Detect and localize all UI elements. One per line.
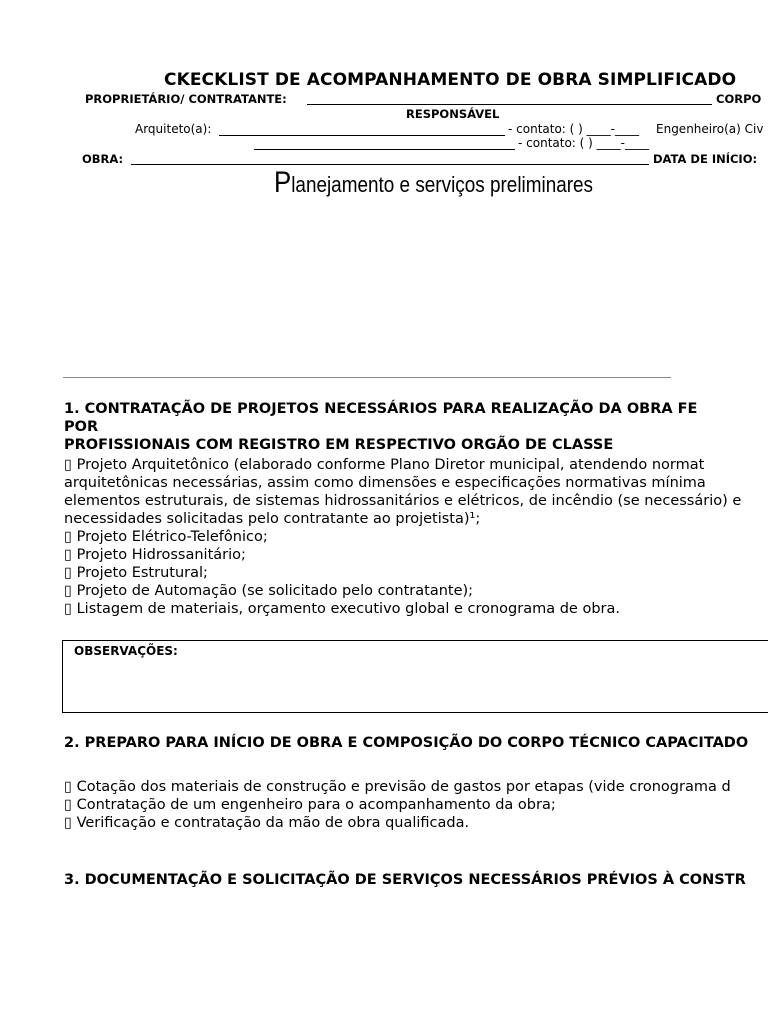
- checkbox-icon[interactable]: ▯: [64, 457, 72, 473]
- obra-label: OBRA:: [82, 152, 124, 166]
- list-item-text: Projeto de Automação (se solicitado pelo contratante);: [76, 583, 474, 599]
- list-item[interactable]: [64, 778, 731, 796]
- architect-field-line[interactable]: [219, 135, 505, 136]
- checkbox-icon[interactable]: ▯: [64, 565, 72, 581]
- subtitle-text: lanejamento e serviços preliminares: [291, 172, 594, 197]
- list-item-text: Contratação de um engenheiro para o acompanhamento da obra;: [76, 797, 556, 813]
- list-item-text: Projeto Estrutural;: [76, 565, 208, 581]
- paragraph-line: elementos estruturais, de sistemas hidrossanitários e elétricos, de incêndio (se necessário) e: [64, 493, 742, 509]
- document-title: CKECKLIST DE ACOMPANHAMENTO DE OBRA SIMPLIFICADO: [164, 70, 737, 90]
- section3-heading: 3. DOCUMENTAÇÃO E SOLICITAÇÃO DE SERVIÇOS NECESSÁRIOS PRÉVIOS À CONSTR: [64, 872, 746, 888]
- section2-heading: 2. PREPARO PARA INÍCIO DE OBRA E COMPOSIÇÃO DO CORPO TÉCNICO CAPACITADO: [64, 735, 749, 751]
- list-item[interactable]: [64, 582, 473, 600]
- checkbox-icon[interactable]: ▯: [64, 779, 72, 795]
- architect-label: Arquiteto(a):: [135, 122, 212, 136]
- corpo-label: CORPO: [716, 92, 762, 106]
- section1-heading-line3: PROFISSIONAIS COM REGISTRO EM RESPECTIVO ORGÃO DE CLASSE: [64, 437, 614, 453]
- list-item[interactable]: [64, 564, 208, 582]
- list-item[interactable]: [64, 600, 620, 618]
- responsavel-label: RESPONSÁVEL: [406, 107, 500, 121]
- section1-heading-line1: 1. CONTRATAÇÃO DE PROJETOS NECESSÁRIOS PARA REALIZAÇÃO DA OBRA FE: [64, 401, 698, 417]
- section1-heading-line2: POR: [64, 419, 99, 435]
- architect-contact-label: - contato: ( ) ____-____: [508, 122, 639, 136]
- list-item-text: Projeto Hidrossanitário;: [76, 547, 246, 563]
- start-date-label: DATA DE INÍCIO:: [653, 152, 758, 166]
- checkbox-icon[interactable]: ▯: [64, 529, 72, 545]
- list-item[interactable]: [64, 796, 556, 814]
- owner-label: PROPRIETÁRIO/ CONTRATANTE:: [85, 92, 287, 106]
- subtitle-initial: P: [274, 166, 292, 199]
- list-item[interactable]: [64, 456, 704, 474]
- checkbox-icon[interactable]: ▯: [64, 815, 72, 831]
- paragraph-line: arquitetônicas necessárias, assim como dimensões e especificações normativas mínima: [64, 475, 706, 491]
- divider: [63, 377, 671, 378]
- checkbox-icon[interactable]: ▯: [64, 547, 72, 563]
- engineer-field-line[interactable]: [254, 149, 515, 150]
- engineer-contact-label: - contato: ( ) ____-____: [518, 136, 649, 150]
- engineer-label: Engenheiro(a) Civ: [656, 122, 764, 136]
- owner-field-line[interactable]: [307, 104, 712, 105]
- list-item-text: Cotação dos materiais de construção e previsão de gastos por etapas (vide cronograma d: [76, 779, 731, 795]
- section-subtitle: [274, 166, 593, 200]
- checkbox-icon[interactable]: ▯: [64, 797, 72, 813]
- checkbox-icon[interactable]: ▯: [64, 601, 72, 617]
- list-item[interactable]: [64, 814, 469, 832]
- obra-field-line[interactable]: [131, 164, 649, 165]
- list-item-text: Projeto Arquitetônico (elaborado conforme Plano Diretor municipal, atendendo normat: [76, 457, 705, 473]
- observations-box[interactable]: [62, 640, 768, 713]
- checkbox-icon[interactable]: ▯: [64, 583, 72, 599]
- list-item[interactable]: [64, 546, 246, 564]
- paragraph-line: necessidades solicitadas pelo contratante ao projetista)¹;: [64, 511, 481, 527]
- list-item-text: Projeto Elétrico-Telefônico;: [76, 529, 268, 545]
- list-item-text: Listagem de materiais, orçamento executivo global e cronograma de obra.: [76, 601, 620, 617]
- observations-label: OBSERVAÇÕES:: [74, 644, 178, 658]
- list-item[interactable]: [64, 528, 268, 546]
- list-item-text: Verificação e contratação da mão de obra qualificada.: [76, 815, 470, 831]
